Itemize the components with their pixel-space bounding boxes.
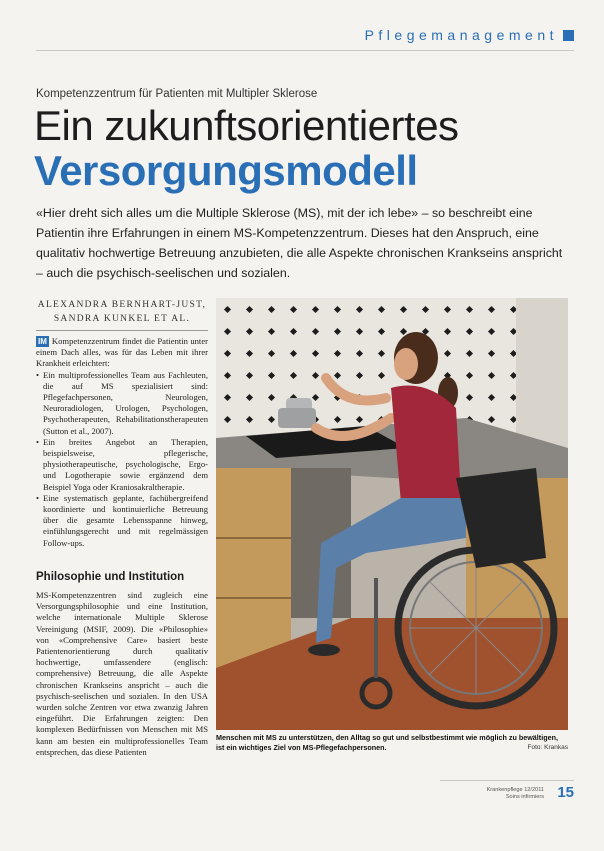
journal-line2: Soins infirmiers xyxy=(505,794,544,800)
list-item: • Ein breites Angebot an Therapien, beispielsweise, pflegerische, physiotherapeutische, psychologische, Ergo- und Logotherapie sowie ergänzend dem Beispiel Yoga oder Kraniosakraltherapie. xyxy=(36,437,208,493)
feature-list xyxy=(36,370,208,549)
journal-line1: Krankenpflege 12/2011 xyxy=(486,787,544,793)
intro-initials: IM xyxy=(38,337,47,346)
section-heading: Philosophie und Institution xyxy=(36,571,185,583)
list-item: • Ein multiprofessionelles Team aus Fachleuten, die auf MS spezialisiert sind: Pflegefachpersonen, Neurologen, Neuroradiologen, Urologen, Psychologen, Psychotherapeuten, Rehabilitationstherapeuten (Sutton et al., 2007). xyxy=(36,370,208,437)
page-number: 15 xyxy=(557,784,574,801)
article-kicker: Kompetenzzentrum für Patienten mit Multipler Sklerose xyxy=(36,88,318,100)
authors-line1: ALEXANDRA BERNHART-JUST, xyxy=(37,300,207,310)
authors-divider xyxy=(36,330,208,331)
journal-info xyxy=(487,787,544,801)
caption-text: Menschen mit MS zu unterstützen, den Alltag so gut und selbstbestimmt wie möglich zu bewältigen, ist ein wichtiges Ziel von MS-Pflegefachpersonen. xyxy=(216,733,558,752)
section-marker-square xyxy=(563,30,574,41)
section-header: Pflegemanagement xyxy=(364,27,558,43)
authors-line2: SANDRA KUNKEL ET AL. xyxy=(53,314,191,324)
intro-text: Kompetenzzentrum findet die Patientin unter einem Dach alles, was für das Leben mit ihrer Krankheit erleichtert: xyxy=(36,336,208,369)
article-lead: «Hier dreht sich alles um die Multiple Sklerose (MS), mit der ich lebe» – so beschreibt eine Patientin ihre Erfahrungen in einem MS-Kompetenzzentrum. Dieses hat den Anspruch, eine qualitativ hochwertige Betreuung anzubieten, die alle Aspekte chronischen Krankseins anspricht – auch die psychisch-seelischen und sozialen. xyxy=(36,206,563,280)
kitchen-photo xyxy=(216,298,568,730)
article-title-line2: Versorgungsmodell xyxy=(34,147,418,194)
photo-caption xyxy=(216,733,568,753)
footer-divider xyxy=(440,780,574,781)
body-column: MS-Kompetenzzentren sind zugleich eine Versorgungsphilosophie und eine Institution, welche internationale Multiple Sklerose Vereinigung (MSIF, 2009). Die «Philosophie» von «Comprehensive Care» basiert beste Patientenorientierung durch qualitativ hochwertige, umfassendere (englisch: comprehensive) Betreuung, die alle Aspekte chronischen Krankseins anspricht – auch die psychisch-seelischen und sozialen. In den USA wurden solche Zentren vor etwa zwanzig Jahren eingeführt. Die Erfahrungen zeigten: Den komplexen Bedürfnissen von Menschen mit MS kann am besten ein multiprofessionelles Team entsprechen, das diese Patienten xyxy=(36,590,208,757)
photo-credit: Foto: Krankas xyxy=(527,744,568,751)
list-item: • Eine systematisch geplante, fachübergreifend koordinierte und kontinuierliche Betreuung über die gesamte Lebensspanne hinweg, einfühlungsgerecht und mit regelmässigen Follow-ups. xyxy=(36,493,208,549)
photo-illustration xyxy=(216,298,568,730)
article-authors xyxy=(36,298,208,326)
intro-column xyxy=(36,336,208,549)
article-title-line1: Ein zukunftsorientiertes xyxy=(34,102,459,149)
header-divider xyxy=(36,50,574,51)
